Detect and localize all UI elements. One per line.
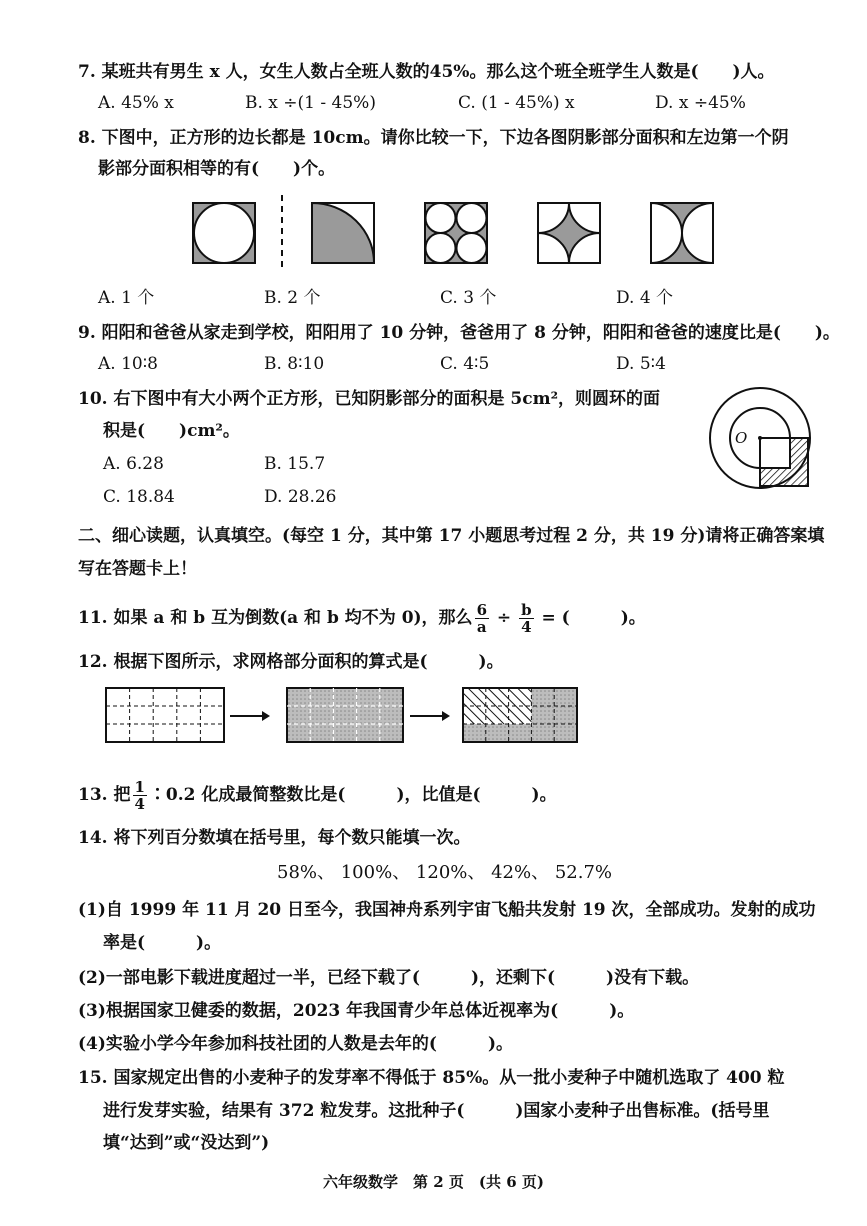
q13-frac-num: 1 xyxy=(134,778,145,796)
q8-figure-2 xyxy=(312,203,374,263)
q14-sub1-line2: 率是( )。 xyxy=(103,933,222,953)
q11-after: = ( )。 xyxy=(541,608,646,628)
q10-figure xyxy=(705,380,825,500)
q10-option-b: B. 15.7 xyxy=(264,454,326,474)
q7-option-c: C. (1 - 45%) x xyxy=(458,93,575,113)
q8-stem-line1: 8. 下图中，正方形的边长都是 10cm。请你比较一下，下边各图阴影部分面积和左边第一个阴 xyxy=(78,128,789,148)
q10-option-d: D. 28.26 xyxy=(264,487,337,507)
q8-option-d: D. 4 个 xyxy=(616,288,674,308)
q11-fraction-1 xyxy=(475,602,489,635)
q12-arrow-2 xyxy=(410,711,450,721)
q14-sub4: (4)实验小学今年参加科技社团的人数是去年的( )。 xyxy=(78,1034,514,1054)
q7-stem: 7. 某班共有男生 x 人，女生人数占全班人数的45%。那么这个班全班学生人数是( )人。 xyxy=(78,62,775,82)
q7-option-a: A. 45% x xyxy=(98,93,174,113)
q10-stem-line2: 积是( )cm²。 xyxy=(103,421,240,441)
q8-figure-3 xyxy=(425,203,487,263)
q8-option-c: C. 3 个 xyxy=(440,288,497,308)
q13-before: 13. 把 xyxy=(78,785,131,805)
q14-values: 58%、 100%、 120%、 42%、 52.7% xyxy=(277,862,613,883)
q10-center-label: O xyxy=(735,429,748,447)
q11-before: 11. 如果 a 和 b 互为倒数(a 和 b 均不为 0)，那么 xyxy=(78,608,473,628)
q12-grid-3 xyxy=(463,688,577,742)
q11-frac2-num: b xyxy=(521,601,532,619)
q14-sub3: (3)根据国家卫健委的数据，2023 年我国青少年总体近视率为( )。 xyxy=(78,1001,635,1021)
q11-frac1-den: a xyxy=(476,618,487,636)
q8-option-b: B. 2 个 xyxy=(264,288,321,308)
q10-option-c: C. 18.84 xyxy=(103,487,175,507)
q8-figure-5 xyxy=(651,203,713,263)
q12-figures xyxy=(0,686,867,756)
page-footer: 六年级数学 第 2 页 (共 6 页) xyxy=(323,1173,544,1191)
q8-stem-line2: 影部分面积相等的有( )个。 xyxy=(98,159,336,179)
q11-fraction-2 xyxy=(519,602,534,635)
q10-stem-line1: 10. 右下图中有大小两个正方形，已知阴影部分的面积是 5cm²，则圆环的面 xyxy=(78,389,661,409)
q7-option-b: B. x ÷(1 - 45%) xyxy=(245,93,376,113)
q12-arrow-1 xyxy=(230,711,270,721)
q15-line1: 15. 国家规定出售的小麦种子的发芽率不得低于 85%。从一批小麦种子中随机选取了 400 粒 xyxy=(78,1068,785,1088)
q9-option-a: A. 10∶8 xyxy=(98,354,158,374)
q8-figure-1 xyxy=(193,203,255,263)
q13-after: ∶0.2 化成最简整数比是( )，比值是( )。 xyxy=(148,785,557,805)
q13-line xyxy=(78,775,557,815)
q8-figure-4 xyxy=(538,203,600,263)
q11-line xyxy=(78,598,646,638)
q14-stem: 14. 将下列百分数填在括号里，每个数只能填一次。 xyxy=(78,828,471,848)
q8-option-a: A. 1 个 xyxy=(98,288,155,308)
q12-grid-2 xyxy=(287,688,403,742)
q13-frac-den: 4 xyxy=(134,795,145,813)
q9-option-d: D. 5∶4 xyxy=(616,354,666,374)
q9-stem: 9. 阳阳和爸爸从家走到学校，阳阳用了 10 分钟，爸爸用了 8 分钟，阳阳和爸爸的速度比是( )。 xyxy=(78,323,840,343)
q10-option-a: A. 6.28 xyxy=(103,454,164,474)
q14-sub1-line1: (1)自 1999 年 11 月 20 日至今，我国神舟系列宇宙飞船共发射 19 次，全部成功。发射的成功 xyxy=(78,900,816,920)
section2-line2: 写在答题卡上！ xyxy=(78,559,197,579)
q11-frac2-den: 4 xyxy=(521,618,532,636)
q7-option-d: D. x ÷45% xyxy=(655,93,746,113)
q12-grid-1 xyxy=(106,688,224,742)
q11-operator: ÷ xyxy=(496,608,512,628)
q11-frac1-num: 6 xyxy=(476,601,487,619)
q15-line2: 进行发芽实验，结果有 372 粒发芽。这批种子( )国家小麦种子出售标准。(括号里 xyxy=(103,1101,770,1121)
q8-figures xyxy=(0,195,867,295)
q15-line3: 填“达到”或“没达到”) xyxy=(103,1133,270,1153)
section2-line1: 二、细心读题，认真填空。(每空 1 分，其中第 17 小题思考过程 2 分，共 19 分)请将正确答案填 xyxy=(78,526,825,546)
q12-stem: 12. 根据下图所示，求网格部分面积的算式是( )。 xyxy=(78,652,504,672)
q14-sub2: (2)一部电影下载进度超过一半，已经下载了( )，还剩下( )没有下载。 xyxy=(78,968,700,988)
q9-option-c: C. 4∶5 xyxy=(440,354,490,374)
q9-option-b: B. 8∶10 xyxy=(264,354,325,374)
q13-fraction xyxy=(133,779,147,812)
